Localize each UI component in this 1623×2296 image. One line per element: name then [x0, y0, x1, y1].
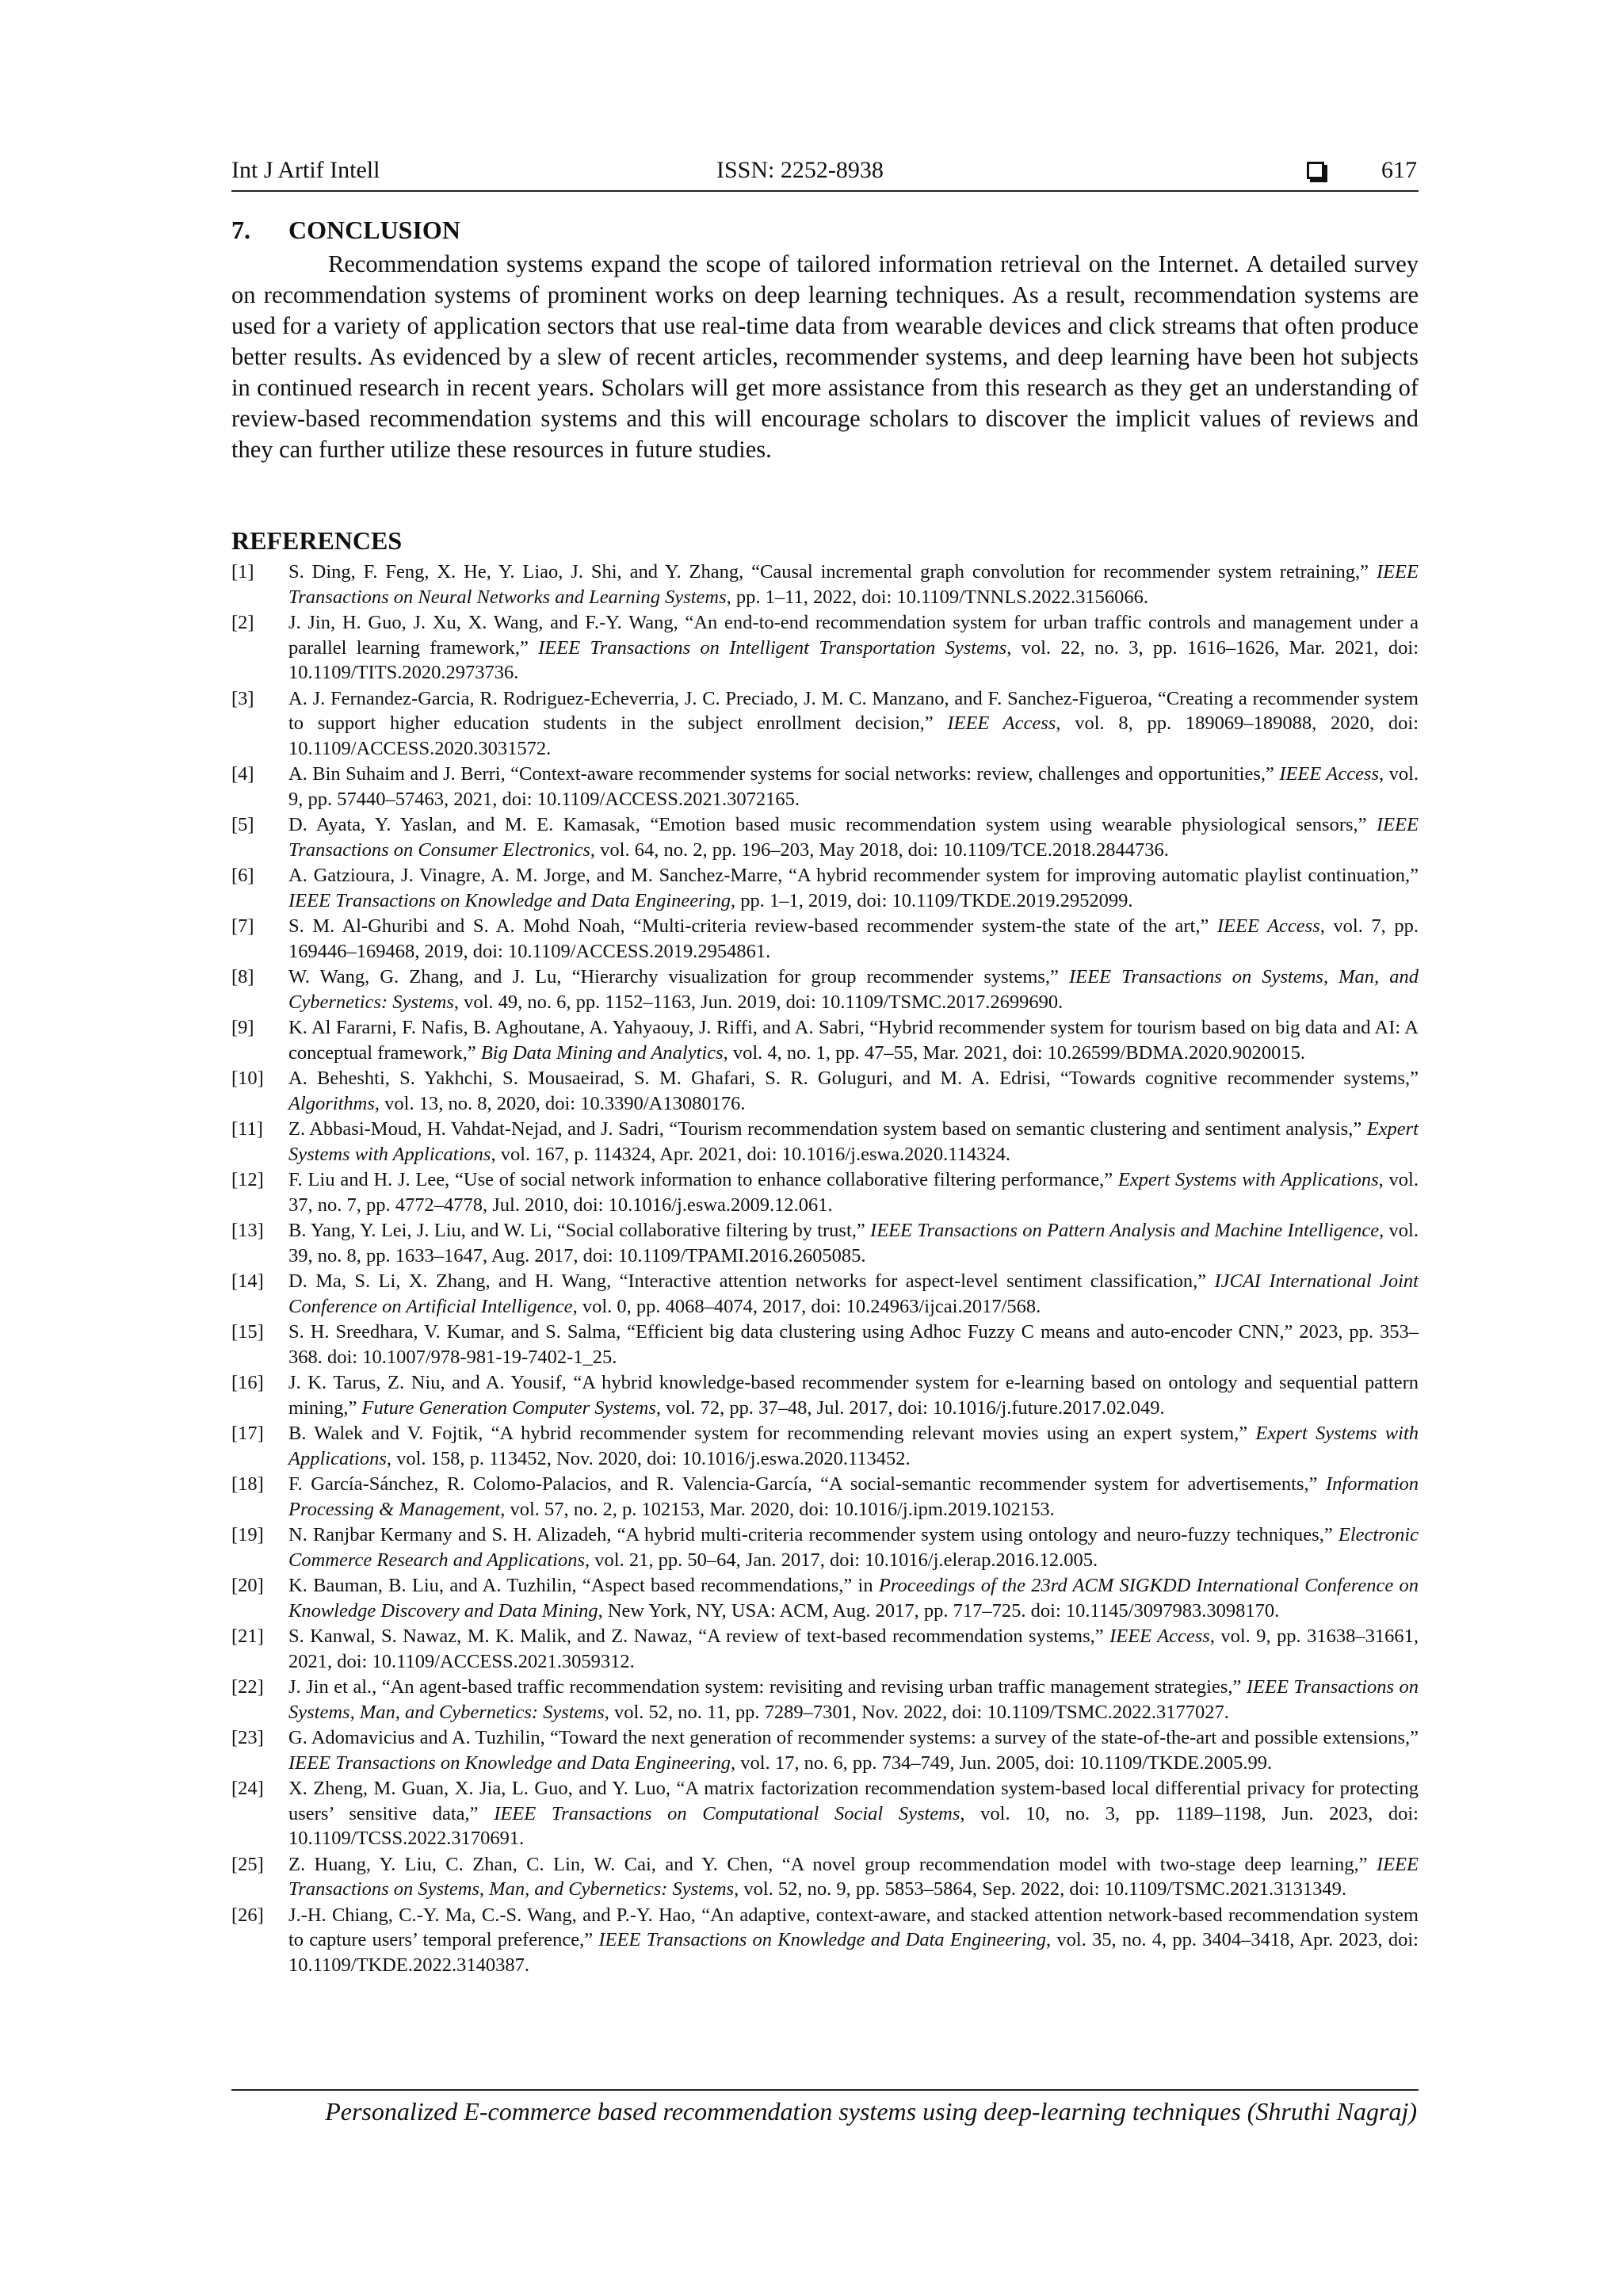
- reference-text: D. Ayata, Y. Yaslan, and M. E. Kamasak, “Emotion based music recommendation system using wearable physiological sensors,”: [288, 814, 1377, 835]
- reference-details: , vol. 167, p. 114324, Apr. 2021, doi: 10.1016/j.eswa.2020.114324.: [491, 1143, 1011, 1165]
- checkbox-square-icon: [1307, 162, 1324, 179]
- reference-item: [231, 1624, 1419, 1674]
- reference-venue: IEEE Transactions on Systems, Man, and Cybernetics: Systems: [288, 966, 1419, 1013]
- reference-number: [19]: [231, 1524, 264, 1545]
- reference-number: [25]: [231, 1853, 264, 1875]
- reference-item: [231, 1320, 1419, 1370]
- reference-number: [7]: [231, 915, 254, 937]
- reference-number: [26]: [231, 1904, 264, 1926]
- reference-number: [2]: [231, 612, 254, 633]
- reference-details: , vol. 9, pp. 31638–31661, 2021, doi: 10.1109/ACCESS.2021.3059312.: [288, 1626, 1419, 1672]
- reference-item: [231, 863, 1419, 913]
- reference-venue: Expert Systems with Applications: [288, 1423, 1419, 1469]
- reference-item: [231, 1472, 1419, 1522]
- reference-venue: IJCAI International Joint Conference on Artificial Intelligence: [288, 1270, 1419, 1317]
- reference-text: X. Zheng, M. Guan, X. Jia, L. Guo, and Y. Luo, “A matrix factorization recommendation system-based local differential privacy for protecting users’ sensitive data,”: [288, 1778, 1419, 1824]
- reference-item: [231, 686, 1419, 762]
- reference-item: [231, 1218, 1419, 1268]
- reference-item: [231, 610, 1419, 686]
- reference-details: , vol. 35, no. 4, pp. 3404–3418, Apr. 2023, doi: 10.1109/TKDE.2022.3140387.: [288, 1929, 1419, 1976]
- reference-venue: IEEE Transactions on Systems, Man, and Cybernetics: Systems: [288, 1853, 1419, 1900]
- reference-number: [16]: [231, 1372, 264, 1393]
- reference-number: [8]: [231, 966, 254, 988]
- reference-text: K. Al Fararni, F. Nafis, B. Aghoutane, A. Yahyaouy, J. Riffi, and A. Sabri, “Hybrid recommender system for tourism based on big data and AI: A conceptual framework,”: [288, 1017, 1419, 1064]
- reference-text: A. Beheshti, S. Yakhchi, S. Mousaeirad, S. M. Ghafari, S. R. Goluguri, and M. A. Edrisi, “Towards cognitive recommender systems,”: [288, 1068, 1419, 1089]
- reference-item: [231, 1776, 1419, 1851]
- reference-details: , pp. 1–1, 2019, doi: 10.1109/TKDE.2019.2952099.: [731, 889, 1133, 911]
- reference-venue: IEEE Transactions on Pattern Analysis and Machine Intelligence: [870, 1220, 1380, 1241]
- reference-number: [18]: [231, 1473, 264, 1495]
- references-list: [231, 560, 1419, 1978]
- reference-number: [21]: [231, 1626, 264, 1647]
- reference-venue: IEEE Transactions on Computational Social Systems: [494, 1802, 960, 1824]
- reference-number: [10]: [231, 1068, 264, 1089]
- reference-number: [24]: [231, 1778, 264, 1799]
- reference-text: A. Bin Suhaim and J. Berri, “Context-aware recommender systems for social networks: review, challenges and opportunities,”: [288, 763, 1280, 785]
- journal-name: Int J Artif Intell: [231, 157, 380, 183]
- reference-details: , vol. 21, pp. 50–64, Jan. 2017, doi: 10.1016/j.elerap.2016.12.005.: [585, 1549, 1098, 1571]
- reference-item: [231, 1522, 1419, 1572]
- reference-text: N. Ranjbar Kermany and S. H. Alizadeh, “A hybrid multi-criteria recommender system using ontology and neuro-fuzzy techniques,”: [288, 1524, 1338, 1545]
- footer-text: Personalized E-commerce based recommendation systems using deep-learning techniques (Shruthi Nagraj): [325, 2097, 1417, 2126]
- reference-text: A. Gatzioura, J. Vinagre, A. M. Jorge, and M. Sanchez-Marre, “A hybrid recommender system for improving automatic playlist continuation,”: [288, 865, 1419, 886]
- reference-details: , vol. 64, no. 2, pp. 196–203, May 2018, doi: 10.1109/TCE.2018.2844736.: [590, 839, 1169, 861]
- reference-number: [13]: [231, 1220, 264, 1241]
- reference-venue: IEEE Access: [1279, 763, 1380, 785]
- reference-item: [231, 1573, 1419, 1623]
- reference-number: [3]: [231, 687, 254, 709]
- reference-venue: IEEE Transactions on Knowledge and Data Engineering: [288, 1752, 731, 1774]
- reference-details: , vol. 52, no. 11, pp. 7289–7301, Nov. 2022, doi: 10.1109/TSMC.2022.3177027.: [604, 1701, 1229, 1723]
- reference-details: , vol. 39, no. 8, pp. 1633–1647, Aug. 2017, doi: 10.1109/TPAMI.2016.2605085.: [288, 1220, 1419, 1266]
- reference-details: , vol. 49, no. 6, pp. 1152–1163, Jun. 2019, doi: 10.1109/TSMC.2017.2699690.: [453, 991, 1064, 1013]
- reference-item: [231, 762, 1419, 812]
- reference-item: [231, 560, 1419, 609]
- reference-item: [231, 1725, 1419, 1775]
- reference-details: , vol. 158, p. 113452, Nov. 2020, doi: 10.1016/j.eswa.2020.113452.: [386, 1447, 911, 1469]
- reference-venue: IEEE Transactions on Knowledge and Data Engineering: [288, 889, 731, 911]
- reference-text: Z. Abbasi-Moud, H. Vahdat-Nejad, and J. Sadri, “Tourism recommendation system based on semantic clustering and sentiment analysis,”: [288, 1118, 1367, 1140]
- reference-number: [22]: [231, 1676, 264, 1698]
- reference-number: [5]: [231, 814, 254, 835]
- reference-venue: IEEE Access: [1109, 1626, 1210, 1647]
- reference-details: , pp. 1–11, 2022, doi: 10.1109/TNNLS.2022.3156066.: [726, 586, 1149, 608]
- reference-text: G. Adomavicius and A. Tuzhilin, “Toward the next generation of recommender systems: a survey of the state-of-the-art and possible extensions,”: [288, 1727, 1419, 1748]
- reference-details: , vol. 57, no. 2, p. 102153, Mar. 2020, doi: 10.1016/j.ipm.2019.102153.: [500, 1498, 1055, 1520]
- reference-number: [14]: [231, 1270, 264, 1292]
- section-title: CONCLUSION: [288, 216, 460, 244]
- reference-details: , vol. 4, no. 1, pp. 47–55, Mar. 2021, doi: 10.26599/BDMA.2020.9020015.: [723, 1041, 1305, 1064]
- reference-item: [231, 1675, 1419, 1725]
- reference-text: D. Ma, S. Li, X. Zhang, and H. Wang, “Interactive attention networks for aspect-level sentiment classification,”: [288, 1270, 1215, 1292]
- reference-text: S. H. Sreedhara, V. Kumar, and S. Salma, “Efficient big data clustering using Adhoc Fuzzy C means and auto-encoder CNN,” 2023, pp. 353–368. doi: 10.1007/978-981-19-7402-1_25.: [288, 1321, 1419, 1368]
- reference-details: , vol. 8, pp. 189069–189088, 2020, doi: 10.1109/ACCESS.2020.3031572.: [288, 712, 1419, 759]
- reference-number: [23]: [231, 1727, 264, 1748]
- reference-number: [20]: [231, 1575, 264, 1596]
- reference-venue: Algorithms: [288, 1092, 375, 1114]
- reference-details: , vol. 0, pp. 4068–4074, 2017, doi: 10.24963/ijcai.2017/568.: [572, 1295, 1041, 1317]
- section-heading: [231, 216, 460, 245]
- reference-item: [231, 1903, 1419, 1978]
- reference-text: B. Walek and V. Fojtik, “A hybrid recommender system for recommending relevant movies using an expert system,”: [288, 1423, 1256, 1444]
- reference-item: [231, 812, 1419, 862]
- reference-details: , vol. 52, no. 9, pp. 5853–5864, Sep. 2022, doi: 10.1109/TSMC.2021.3131349.: [734, 1878, 1347, 1900]
- reference-details: , vol. 13, no. 8, 2020, doi: 10.3390/A13080176.: [374, 1092, 746, 1114]
- reference-number: [1]: [231, 561, 254, 583]
- running-header: [231, 154, 1419, 192]
- reference-venue: IEEE Transactions on Systems, Man, and Cybernetics: Systems: [288, 1676, 1419, 1723]
- reference-venue: IEEE Transactions on Intelligent Transportation Systems: [538, 636, 1007, 659]
- reference-details: , vol. 37, no. 7, pp. 4772–4778, Jul. 2010, doi: 10.1016/j.eswa.2009.12.061.: [288, 1169, 1419, 1216]
- reference-venue: Expert Systems with Applications: [288, 1118, 1419, 1165]
- reference-venue: IEEE Transactions on Consumer Electronics: [288, 814, 1419, 861]
- reference-details: , vol. 9, pp. 57440–57463, 2021, doi: 10.1109/ACCESS.2021.3072165.: [288, 763, 1419, 810]
- section-number: 7.: [231, 216, 250, 244]
- reference-item: [231, 914, 1419, 964]
- reference-number: [11]: [231, 1118, 263, 1140]
- reference-number: [15]: [231, 1321, 264, 1343]
- references-heading: REFERENCES: [231, 526, 403, 555]
- issn: ISSN: 2252-8938: [716, 157, 884, 183]
- reference-text: A. J. Fernandez-Garcia, R. Rodriguez-Echeverria, J. C. Preciado, J. M. C. Manzano, and F. Sanchez-Figueroa, “Creating a recommender system to support higher education students in the subject enrollment decision,”: [288, 687, 1419, 734]
- reference-item: [231, 1370, 1419, 1420]
- reference-text: J. Jin, H. Guo, J. Xu, X. Wang, and F.-Y. Wang, “An end-to-end recommendation system for urban traffic controls and management under a parallel learning framework,”: [288, 612, 1419, 659]
- reference-venue: Future Generation Computer Systems: [361, 1396, 656, 1419]
- reference-venue: IEEE Access: [1216, 915, 1320, 937]
- reference-details: , vol. 72, pp. 37–48, Jul. 2017, doi: 10.1016/j.future.2017.02.049.: [655, 1396, 1165, 1419]
- reference-number: [12]: [231, 1169, 264, 1190]
- reference-text: J. K. Tarus, Z. Niu, and A. Yousif, “A hybrid knowledge-based recommender system for e-learning based on ontology and sequential pattern mining,”: [288, 1372, 1419, 1419]
- reference-text: J. Jin et al., “An agent-based traffic recommendation system: revisiting and revising urban traffic management strategies,”: [288, 1676, 1247, 1698]
- reference-venue: Information Processing & Management: [288, 1473, 1419, 1520]
- reference-text: B. Yang, Y. Lei, J. Liu, and W. Li, “Social collaborative filtering by trust,”: [288, 1220, 871, 1241]
- reference-item: [231, 1066, 1419, 1116]
- reference-details: , New York, NY, USA: ACM, Aug. 2017, pp. 717–725. doi: 10.1145/3097983.3098170.: [598, 1599, 1280, 1622]
- reference-item: [231, 1167, 1419, 1217]
- reference-text: S. Kanwal, S. Nawaz, M. K. Malik, and Z. Nawaz, “A review of text-based recommendation systems,”: [288, 1626, 1110, 1647]
- reference-number: [17]: [231, 1423, 264, 1444]
- reference-item: [231, 1852, 1419, 1902]
- reference-venue: IEEE Transactions on Neural Networks and Learning Systems: [288, 561, 1419, 608]
- reference-number: [4]: [231, 763, 254, 785]
- reference-venue: IEEE Access: [947, 712, 1056, 734]
- reference-item: [231, 1269, 1419, 1319]
- reference-venue: Proceedings of the 23rd ACM SIGKDD International Conference on Knowledge Discovery and Data Mining: [288, 1575, 1419, 1622]
- reference-item: [231, 965, 1419, 1014]
- reference-text: F. García-Sánchez, R. Colomo-Palacios, and R. Valencia-García, “A social-semantic recommender system for advertisements,”: [288, 1473, 1326, 1495]
- conclusion-paragraph: Recommendation systems expand the scope of tailored information retrieval on the Internet. A detailed survey on recommendation systems of prominent works on deep learning techniques. As a result, recommendation systems are used for a variety of application sectors that use real-time data from wearable devices and click streams that often produce better results. As evidenced by a slew of recent articles, recommender systems, and deep learning have been hot subjects in continued research in recent years. Scholars will get more assistance from this research as they get an understanding of review-based recommendation systems and this will encourage scholars to discover the implicit values of reviews and they can further utilize these resources in future studies.: [231, 250, 1419, 463]
- reference-text: K. Bauman, B. Liu, and A. Tuzhilin, “Aspect based recommendations,” in: [288, 1575, 879, 1596]
- reference-text: W. Wang, G. Zhang, and J. Lu, “Hierarchy visualization for group recommender systems,”: [288, 966, 1069, 988]
- reference-item: [231, 1015, 1419, 1065]
- reference-item: [231, 1117, 1419, 1167]
- reference-venue: IEEE Transactions on Knowledge and Data Engineering: [598, 1929, 1047, 1950]
- reference-details: , vol. 10, no. 3, pp. 1189–1198, Jun. 2023, doi: 10.1109/TCSS.2022.3170691.: [288, 1802, 1419, 1849]
- reference-venue: Big Data Mining and Analytics: [480, 1041, 724, 1064]
- reference-number: [6]: [231, 865, 254, 886]
- reference-details: , vol. 22, no. 3, pp. 1616–1626, Mar. 2021, doi: 10.1109/TITS.2020.2973736.: [288, 636, 1419, 683]
- reference-text: F. Liu and H. J. Lee, “Use of social network information to enhance collaborative filtering performance,”: [288, 1169, 1118, 1190]
- page-number: 617: [1381, 157, 1417, 183]
- reference-venue: Expert Systems with Applications: [1117, 1169, 1379, 1190]
- reference-number: [9]: [231, 1017, 254, 1038]
- reference-text: J.-H. Chiang, C.-Y. Ma, C.-S. Wang, and P.-Y. Hao, “An adaptive, context-aware, and stacked attention network-based recommendation system to capture users’ temporal preference,”: [288, 1904, 1419, 1950]
- running-footer: [231, 2089, 1419, 2126]
- reference-text: Z. Huang, Y. Liu, C. Zhan, C. Lin, W. Cai, and Y. Chen, “A novel group recommendation model with two-stage deep learning,”: [288, 1853, 1377, 1875]
- reference-text: S. Ding, F. Feng, X. He, Y. Liao, J. Shi, and Y. Zhang, “Causal incremental graph convolution for recommender system retraining,”: [288, 561, 1377, 583]
- reference-details: , vol. 7, pp. 169446–169468, 2019, doi: 10.1109/ACCESS.2019.2954861.: [288, 915, 1419, 962]
- reference-details: , vol. 17, no. 6, pp. 734–749, Jun. 2005, doi: 10.1109/TKDE.2005.99.: [731, 1752, 1273, 1774]
- reference-text: S. M. Al-Ghuribi and S. A. Mohd Noah, “Multi-criteria review-based recommender system-the state of the art,”: [288, 915, 1217, 937]
- reference-venue: Electronic Commerce Research and Applications: [288, 1524, 1419, 1571]
- reference-item: [231, 1421, 1419, 1471]
